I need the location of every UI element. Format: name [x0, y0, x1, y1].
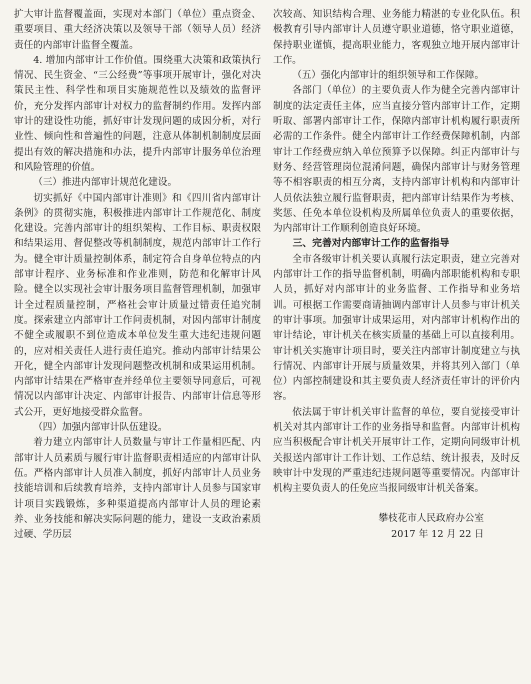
left-column	[14, 7, 261, 684]
signature-block	[273, 511, 520, 543]
paragraph: 次较高、知识结构合理、业务能力精湛的专业化队伍。积极教育引导内部审计人员遵守职业道德，恪守职业道德，保持职业谨慎，提高职业能力，客观独立地开展内部审计工作。	[273, 9, 520, 66]
paragraph: 全市各级审计机关要认真履行法定职责，建立完善对内部审计工作的指导监督机制，明确内部职能机构和专职人员，抓好对内部审计的业务监督、工作指导和业务培训。可根据工作需要商请抽调内部审计人员参与审计机关的审计事项。加强审计成果运用，对内部审计机构作出的审计结论，审计机关在核实质量的基础上可以直接利用。审计机关实施审计项目时，要关注内部审计制度建立与执行情况、内部审计开展与质量效果，并将其列入部门（单位）内部控制建设和其主要负责人经济责任审计的评价内容。	[273, 253, 520, 403]
section-heading: （五）强化内部审计的组织领导和工作保障。	[292, 70, 485, 82]
issuing-organization: 攀枝花市人民政府办公室	[378, 512, 484, 524]
section-heading: （三）推进内部审计规范化建设。	[33, 177, 178, 189]
paragraph: 依法属于审计机关审计监督的单位，要自觉接受审计机关对其内部审计工作的业务指导和监督。内部审计机构应当积极配合审计机关开展审计工作，定期向同级审计机关报送内部审计工作计划、工作总结、统计报表，及时反映审计中发现的严重违纪违规问题等重要情况。内部审计机构主要负责人的任免应当报同级审计机关备案。	[273, 406, 520, 495]
paragraph: 各部门（单位）的主要负责人作为健全完善内部审计制度的法定责任主体，应当直接分管内部审计工作，定期听取、部署内部审计工作，保障内部审计机构履行职责所必需的工作条件。健全内部审计工作经费保障机制，内部审计工作经费应纳入单位预算予以保障。纠正内部审计与财务、经营管理岗位混淆问题，确保内部审计与财务管理等不相容职责的相互分离，支持内部审计机构和内部审计人员依法独立履行监督职责，把内部审计结果作为考核、奖惩、任免本单位设机构及所属单位负责人的重要依据，为内部审计工作顺利创造良好环境。	[273, 85, 520, 235]
right-column	[273, 7, 520, 684]
paragraph: 扩大审计监督覆盖面，实现对本部门（单位）重点资金、重要项目、重大经济决策以及领导干部（领导人员）经济责任的内部审计监督全覆盖。	[14, 9, 261, 51]
paragraph: 着力建立内部审计人员数量与审计工作量相匹配、内部审计人员素质与履行审计监督职责相适应的内部审计队伍。严格内部审计人员准入制度，抓好内部审计人员业务技能培训和后续教育培养，支持内部审计人员参与国家审计项目实践锻炼，多种渠道提高内部审计人员的理论素养、业务技能和解决实际问题的能力，建设一支政治素质过硬、学历层	[14, 437, 261, 541]
paragraph: 4. 增加内部审计工作价值。围绕重大决策和政策执行情况、民生资金、“三公经费”等事项开展审计，强化对决策民主性、科学性和项目实施规范性以及绩效的监督评价，充分发挥内部审计对权力的监督制约作用。发挥内部审计的建设性功能，抓好审计发现问题的成因分析，对行业性、倾向性和普遍性的问题，注意从体制机制制度层面提出有效的解决措施和办法，提升内部审计服务单位治理和风险管理的价值。	[14, 54, 261, 173]
paragraph: 切实抓好《中国内部审计准则》和《四川省内部审计条例》的贯彻实施，积极推进内部审计工作规范化、制度化建设。完善内部审计的组织架构、工作目标、职责权限和结果运用、督促整改等机制制度，规范内部审计工作行为。健全审计质量控制体系，制定符合自身单位特点的内部审计程序、业务标准和作业准则，防范和化解审计风险。健全以实现社会审计服务项目监督管理机制，加强审计全过程质量控制，严格社会审计质量过错责任追究制度。探索建立内部审计工作问责机制，对因内部审计制度不健全或履职不到位造成本单位发生重大违纪违规问题的，应对相关责任人进行责任追究。推动内部审计结果公开化，健全内部审计发现问题整改机制和成果运用机制。内部审计结果在严格审查并经单位主要领导同意后，可视情况以内部审计决定、内部审计报告、内部审计信息等形式公开，更好地接受群众监督。	[14, 192, 261, 418]
section-heading-bold: 三、完善对内部审计工作的监督指导	[292, 238, 450, 250]
issue-date: 2017 年 12 月 22 日	[391, 528, 484, 540]
section-heading: （四）加强内部审计队伍建设。	[33, 422, 168, 434]
